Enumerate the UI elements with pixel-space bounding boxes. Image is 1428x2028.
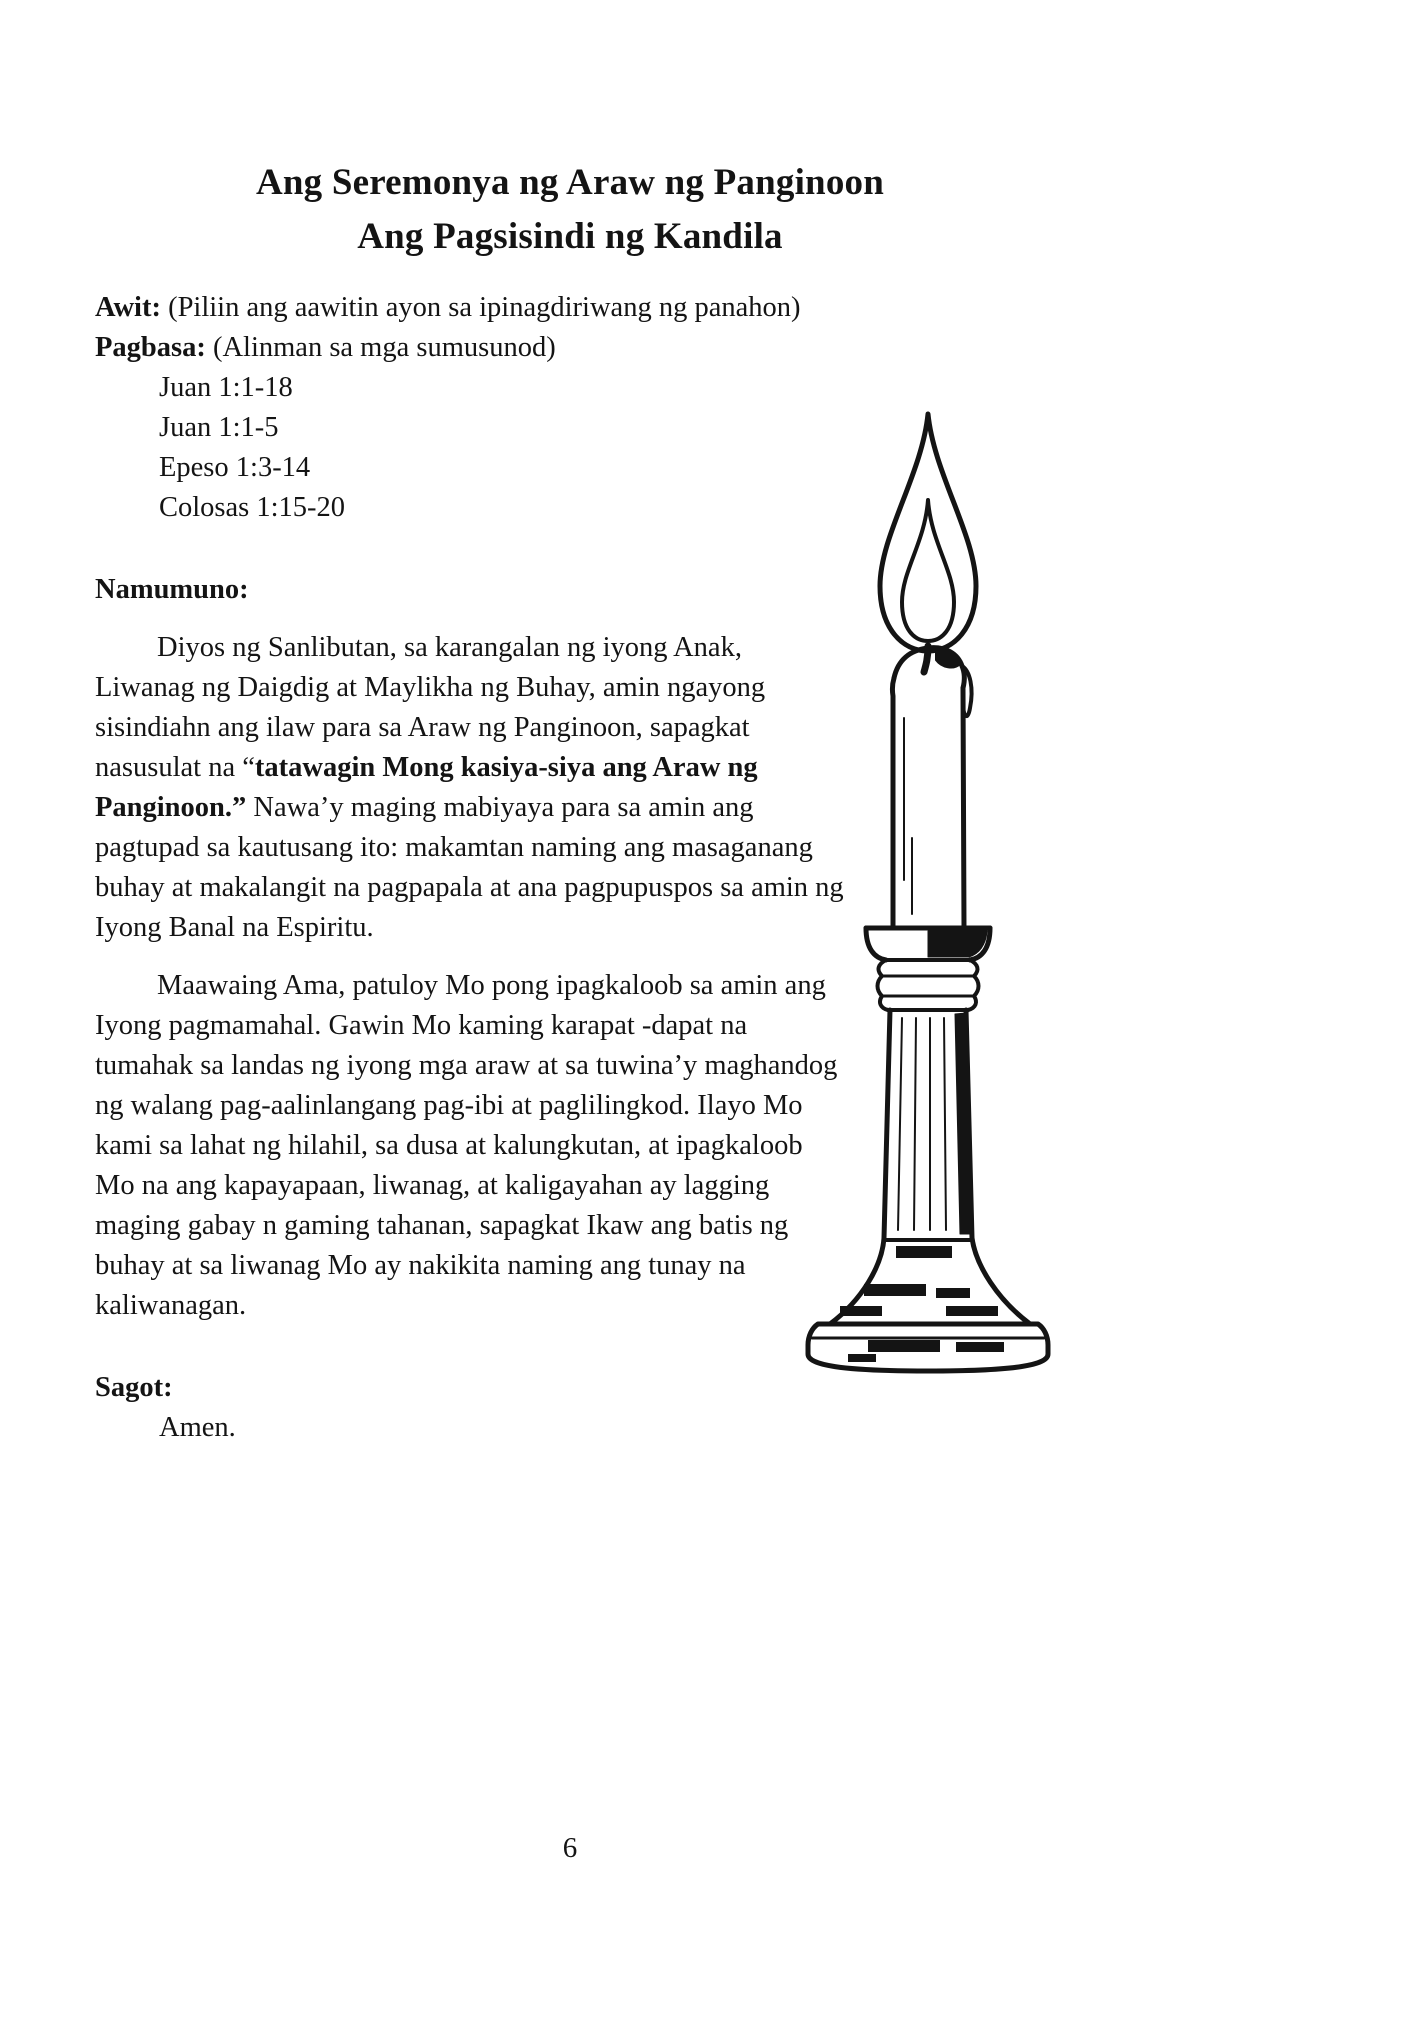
body-text xyxy=(95,288,847,1448)
candle-flame-icon xyxy=(880,414,976,672)
reading-item: Colosas 1:15-20 xyxy=(159,492,346,523)
candle-column xyxy=(884,1010,972,1238)
awit-label: Awit: xyxy=(95,292,161,323)
prayer-paragraph-1 xyxy=(95,628,847,948)
pagbasa-line xyxy=(95,328,847,368)
candle-base xyxy=(808,1238,1048,1371)
candle-illustration xyxy=(778,408,1070,1383)
prayer-paragraph-2: Maawaing Ama, patuloy Mo pong ipagkaloob sa amin ang Iyong pagmamahal. Gawin Mo kaming karapat -dapat na tumahak sa landas ng iyong mga araw at sa tuwina’y maghandog ng walang pag-aalinlangang pag-ibi at paglilingkod. Ilayo Mo kami sa lahat ng hilahil, sa dusa at kalungkutan, at ipagkaloob Mo na ang kapayapaan, liwanag, at kaligayahan ay lagging maging gabay n gaming tahanan, sapagkat Ikaw ang batis ng buhay at sa liwanag Mo ay nakikita naming ang tunay na kaliwanagan. xyxy=(95,970,838,1321)
awit-text: (Piliin ang aawitin ayon sa ipinagdiriwang ng panahon) xyxy=(168,292,801,323)
readings-list xyxy=(95,368,847,528)
reading-item: Juan 1:1-5 xyxy=(159,412,279,443)
paragraph1-text-start: Diyos ng Sanlibutan, sa karangalan ng iyong Anak, Liwanag ng Daigdig at Maylikha ng Buhay, amin ngayong sisindiahn ang ilaw para sa Araw ng Panginoon, sapagkat nasusulat na “ xyxy=(95,632,766,783)
paragraph1-text-end: Nawa’y maging mabiyaya para sa amin ang pagtupad sa kautusang ito: makamtan naming ang masaganang buhay at makalangit na pagpapala at ana pagpupuspos sa amin ng Iyong Banal na Espiritu. xyxy=(95,792,844,943)
namumuno-label: Namumuno: xyxy=(95,574,249,605)
sagot-label: Sagot: xyxy=(95,1372,173,1403)
pagbasa-text: (Alinman sa mga sumusunod) xyxy=(212,332,556,363)
reading-item: Epeso 1:3-14 xyxy=(159,452,311,483)
title-line-2: Ang Pagsisindi ng Kandila xyxy=(357,216,783,257)
pagbasa-label: Pagbasa: xyxy=(95,332,206,363)
candle-collar xyxy=(866,928,990,1010)
candle-body xyxy=(892,648,971,928)
sagot-heading xyxy=(95,1368,847,1408)
paragraph1-bold-quote: tatawagin Mong kasiya-siya ang Araw ng Panginoon.” xyxy=(95,752,758,823)
awit-line xyxy=(95,288,847,328)
title-line-1: Ang Seremonya ng Araw ng Panginoon xyxy=(255,162,884,203)
namumuno-heading xyxy=(95,570,847,610)
reading-item: Juan 1:1-18 xyxy=(159,372,293,403)
page-title xyxy=(95,156,1045,264)
sagot-response: Amen. xyxy=(159,1412,236,1443)
page-number: 6 xyxy=(562,1832,578,1864)
